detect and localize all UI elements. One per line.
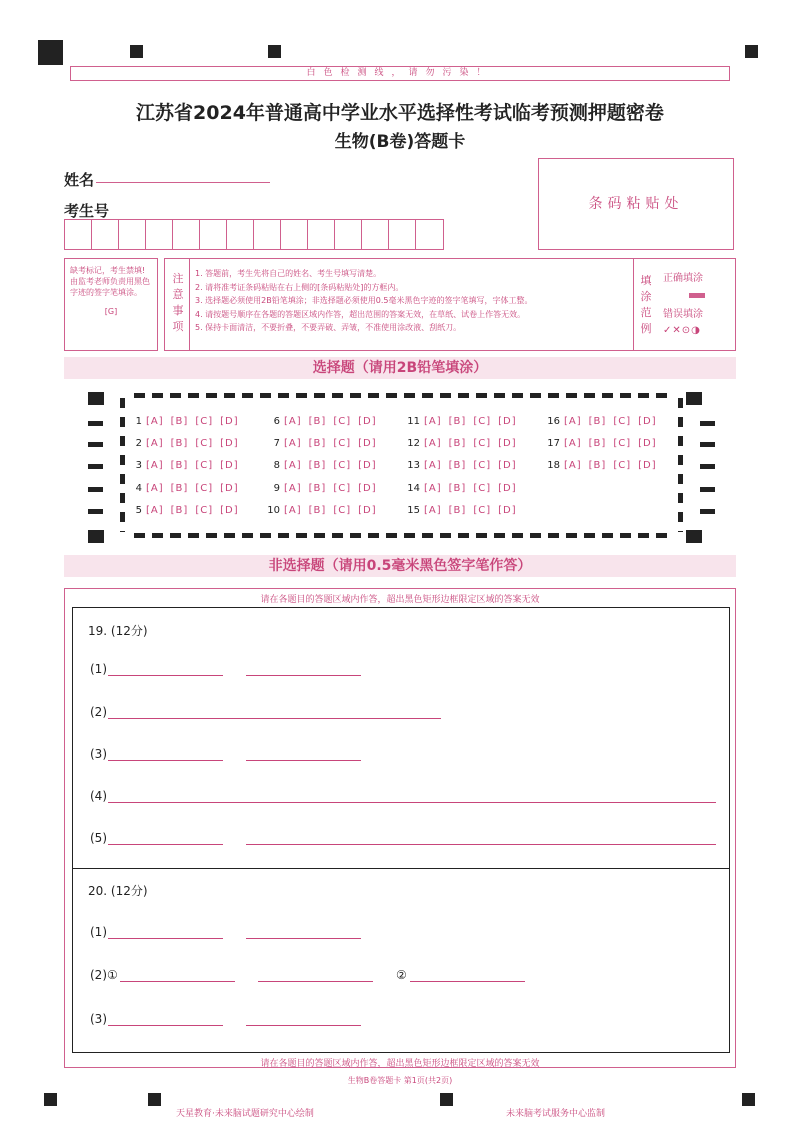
absent-mark-text: 缺考标记，考生禁填!由监考老师负责用黑色字迹的签字笔填涂。 bbox=[70, 266, 150, 297]
option-b-bubble[interactable]: [B] bbox=[308, 416, 327, 427]
choice-item[interactable] bbox=[128, 416, 246, 427]
row-mark bbox=[700, 487, 715, 492]
nonchoice-section-header: 非选择题（请用0.5毫米黑色签字笔作答） bbox=[64, 555, 736, 577]
question-20-title: 20. (12分) bbox=[88, 884, 148, 898]
side-mark bbox=[88, 392, 104, 405]
option-c-bubble[interactable]: [C] bbox=[613, 460, 632, 471]
notice-item: 2. 请将准考证条码粘贴在右上侧的[条码粘贴处]的方框内。 bbox=[195, 282, 404, 292]
option-d-bubble[interactable]: [D] bbox=[498, 438, 517, 449]
exam-id-grid[interactable] bbox=[64, 219, 444, 250]
question-number: 8 bbox=[273, 460, 280, 471]
q19-part-1-label: (1) bbox=[90, 662, 107, 676]
row-mark bbox=[88, 464, 103, 469]
option-b-bubble[interactable]: [B] bbox=[588, 416, 607, 427]
choice-item[interactable] bbox=[128, 460, 246, 471]
choice-item[interactable] bbox=[266, 505, 384, 516]
option-a-bubble[interactable]: [A] bbox=[424, 505, 442, 516]
option-b-bubble[interactable]: [B] bbox=[308, 438, 327, 449]
option-c-bubble[interactable]: [C] bbox=[333, 505, 352, 516]
choice-item[interactable] bbox=[266, 483, 384, 494]
option-a-bubble[interactable]: [A] bbox=[146, 438, 164, 449]
page-number: 生物B卷答题卡 第1页(共2页) bbox=[347, 1076, 453, 1085]
q20-part-2-label: (2)① bbox=[90, 968, 118, 982]
choice-item[interactable] bbox=[406, 460, 524, 471]
question-number: 2 bbox=[135, 438, 142, 449]
option-c-bubble[interactable]: [C] bbox=[195, 460, 214, 471]
choice-item[interactable] bbox=[266, 416, 384, 427]
name-label: 姓名 bbox=[64, 171, 95, 189]
option-b-bubble[interactable]: [B] bbox=[170, 438, 189, 449]
row-mark bbox=[88, 442, 103, 447]
option-d-bubble[interactable]: [D] bbox=[358, 505, 377, 516]
option-c-bubble[interactable]: [C] bbox=[195, 505, 214, 516]
row-mark bbox=[700, 509, 715, 514]
option-d-bubble[interactable]: [D] bbox=[220, 483, 239, 494]
option-c-bubble[interactable]: [C] bbox=[473, 460, 492, 471]
notice-items bbox=[195, 267, 625, 335]
option-b-bubble[interactable]: [B] bbox=[308, 505, 327, 516]
option-d-bubble[interactable]: [D] bbox=[220, 438, 239, 449]
option-a-bubble[interactable]: [A] bbox=[284, 460, 302, 471]
wrong-fill-example: ✓✕⊙◑ bbox=[663, 325, 701, 336]
option-d-bubble[interactable]: [D] bbox=[638, 460, 657, 471]
option-c-bubble[interactable]: [C] bbox=[473, 483, 492, 494]
option-b-bubble[interactable]: [B] bbox=[170, 483, 189, 494]
option-a-bubble[interactable]: [A] bbox=[284, 505, 302, 516]
page-title: 江苏省2024年普通高中学业水平选择性考试临考预测押题密卷 bbox=[136, 102, 664, 124]
question-number: 5 bbox=[135, 505, 142, 516]
option-c-bubble[interactable]: [C] bbox=[333, 483, 352, 494]
option-d-bubble[interactable]: [D] bbox=[358, 416, 377, 427]
option-b-bubble[interactable]: [B] bbox=[588, 438, 607, 449]
q20-part-3-line-a[interactable] bbox=[108, 1025, 223, 1026]
option-c-bubble[interactable]: [C] bbox=[195, 438, 214, 449]
option-a-bubble[interactable]: [A] bbox=[284, 438, 302, 449]
option-d-bubble[interactable]: [D] bbox=[220, 460, 239, 471]
question-number: 6 bbox=[273, 416, 280, 427]
choice-item[interactable] bbox=[546, 416, 664, 427]
q19-part-5-label: (5) bbox=[90, 831, 107, 845]
option-a-bubble[interactable]: [A] bbox=[146, 483, 164, 494]
side-mark bbox=[686, 392, 702, 405]
q20-part-1-line-a[interactable] bbox=[108, 938, 223, 939]
name-input-line[interactable] bbox=[96, 182, 270, 183]
option-b-bubble[interactable]: [B] bbox=[170, 416, 189, 427]
footer-right: 未来脑考试服务中心监制 bbox=[506, 1109, 606, 1119]
option-a-bubble[interactable]: [A] bbox=[146, 505, 164, 516]
choice-item[interactable] bbox=[546, 438, 664, 449]
q20-part-2b-line[interactable] bbox=[410, 981, 525, 982]
q19-part-1-line-a[interactable] bbox=[108, 675, 223, 676]
option-a-bubble[interactable]: [A] bbox=[284, 416, 302, 427]
correct-fill-example bbox=[689, 293, 705, 298]
choice-item[interactable] bbox=[406, 505, 524, 516]
answer-area-note-top: 请在各题目的答题区域内作答，超出黑色矩形边框限定区域的答案无效 bbox=[260, 595, 540, 605]
option-c-bubble[interactable]: [C] bbox=[613, 416, 632, 427]
corner-mark bbox=[38, 40, 63, 65]
option-a-bubble[interactable]: [A] bbox=[564, 438, 582, 449]
notice-item: 5. 保持卡面清洁，不要折叠，不要弄破、弄皱，不准使用涂改液、刮纸刀。 bbox=[195, 323, 462, 332]
bubble-frame-right bbox=[678, 398, 683, 532]
option-a-bubble[interactable]: [A] bbox=[284, 483, 302, 494]
question-number: 4 bbox=[135, 483, 142, 494]
bubble-frame-top bbox=[134, 393, 670, 398]
notice-item: 3. 选择题必须使用2B铅笔填涂；非选择题必须使用0.5毫米黑色字迹的签字笔填写，字体工整。 bbox=[195, 296, 533, 305]
row-mark bbox=[88, 487, 103, 492]
option-b-bubble[interactable]: [B] bbox=[448, 416, 467, 427]
correct-fill-label: 正确填涂 bbox=[663, 273, 703, 284]
q20-part-1-label: (1) bbox=[90, 925, 107, 939]
q19-part-3-line-a[interactable] bbox=[108, 760, 223, 761]
option-b-bubble[interactable]: [B] bbox=[308, 483, 327, 494]
option-b-bubble[interactable]: [B] bbox=[448, 483, 467, 494]
question-number: 11 bbox=[407, 416, 420, 427]
timing-mark bbox=[268, 45, 281, 58]
option-c-bubble[interactable]: [C] bbox=[195, 483, 214, 494]
timing-mark bbox=[44, 1093, 57, 1106]
q19-part-4-line[interactable] bbox=[108, 802, 716, 803]
row-mark bbox=[700, 421, 715, 426]
option-c-bubble[interactable]: [C] bbox=[195, 416, 214, 427]
q20-part-3-label: (3) bbox=[90, 1012, 107, 1026]
bubble-frame-bottom bbox=[134, 533, 670, 538]
barcode-area: 条码粘贴处 bbox=[538, 158, 734, 250]
option-d-bubble[interactable]: [D] bbox=[358, 483, 377, 494]
side-mark bbox=[686, 530, 702, 543]
absent-mark-box bbox=[64, 258, 158, 351]
choice-item[interactable] bbox=[128, 505, 246, 516]
option-c-bubble[interactable]: [C] bbox=[473, 416, 492, 427]
question-number: 10 bbox=[267, 505, 280, 516]
question-number: 12 bbox=[407, 438, 420, 449]
question-number: 15 bbox=[407, 505, 420, 516]
option-b-bubble[interactable]: [B] bbox=[448, 438, 467, 449]
option-b-bubble[interactable]: [B] bbox=[448, 460, 467, 471]
question-number: 9 bbox=[273, 483, 280, 494]
option-a-bubble[interactable]: [A] bbox=[424, 438, 442, 449]
row-mark bbox=[88, 421, 103, 426]
q19-part-3-line-b[interactable] bbox=[246, 760, 361, 761]
timing-mark bbox=[130, 45, 143, 58]
question-number: 1 bbox=[135, 416, 142, 427]
option-a-bubble[interactable]: [A] bbox=[564, 416, 582, 427]
q19-part-3-label: (3) bbox=[90, 747, 107, 761]
option-d-bubble[interactable]: [D] bbox=[498, 505, 517, 516]
question-number: 13 bbox=[407, 460, 420, 471]
option-d-bubble[interactable]: [D] bbox=[498, 460, 517, 471]
timing-mark bbox=[745, 45, 758, 58]
option-c-bubble[interactable]: [C] bbox=[333, 460, 352, 471]
question-19-title: 19. (12分) bbox=[88, 624, 148, 638]
footer-left: 天星教育·未来脑试题研究中心绘制 bbox=[176, 1109, 314, 1119]
option-d-bubble[interactable]: [D] bbox=[498, 416, 517, 427]
notice-box bbox=[164, 258, 736, 351]
option-a-bubble[interactable]: [A] bbox=[564, 460, 582, 471]
choice-section-header: 选择题（请用2B铅笔填涂） bbox=[64, 357, 736, 379]
q20-part-2b-label: ② bbox=[396, 968, 407, 982]
q19-part-5-line-b[interactable] bbox=[246, 844, 716, 845]
question-number: 17 bbox=[547, 438, 560, 449]
option-c-bubble[interactable]: [C] bbox=[473, 505, 492, 516]
question-number: 18 bbox=[547, 460, 560, 471]
option-d-bubble[interactable]: [D] bbox=[220, 505, 239, 516]
option-b-bubble[interactable]: [B] bbox=[170, 505, 189, 516]
option-a-bubble[interactable]: [A] bbox=[424, 483, 442, 494]
q19-part-1-line-b[interactable] bbox=[246, 675, 361, 676]
question-number: 7 bbox=[273, 438, 280, 449]
option-a-bubble[interactable]: [A] bbox=[146, 460, 164, 471]
absent-mark-code[interactable]: [G] bbox=[104, 307, 118, 316]
row-mark bbox=[88, 509, 103, 514]
option-a-bubble[interactable]: [A] bbox=[424, 416, 442, 427]
option-d-bubble[interactable]: [D] bbox=[358, 460, 377, 471]
wrong-fill-label: 错误填涂 bbox=[663, 309, 703, 320]
option-a-bubble[interactable]: [A] bbox=[146, 416, 164, 427]
q20-part-2-line-a[interactable] bbox=[120, 981, 235, 982]
option-b-bubble[interactable]: [B] bbox=[588, 460, 607, 471]
side-mark bbox=[88, 530, 104, 543]
choice-item[interactable] bbox=[406, 416, 524, 427]
page-subtitle: 生物(B卷)答题卡 bbox=[334, 132, 466, 152]
choice-item[interactable] bbox=[128, 438, 246, 449]
choice-item[interactable] bbox=[266, 438, 384, 449]
timing-mark bbox=[440, 1093, 453, 1106]
option-c-bubble[interactable]: [C] bbox=[613, 438, 632, 449]
option-d-bubble[interactable]: [D] bbox=[220, 416, 239, 427]
choice-item[interactable] bbox=[546, 460, 664, 471]
q19-part-5-line-a[interactable] bbox=[108, 844, 223, 845]
q20-part-3-line-b[interactable] bbox=[246, 1025, 361, 1026]
q20-part-1-line-b[interactable] bbox=[246, 938, 361, 939]
q19-part-4-label: (4) bbox=[90, 789, 107, 803]
option-b-bubble[interactable]: [B] bbox=[170, 460, 189, 471]
option-d-bubble[interactable]: [D] bbox=[638, 416, 657, 427]
question-number: 16 bbox=[547, 416, 560, 427]
q19-part-2-label: (2) bbox=[90, 705, 107, 719]
fill-example-heading: 填涂范例 bbox=[640, 274, 652, 335]
q19-part-2-line[interactable] bbox=[108, 718, 441, 719]
detection-strip: 白色检测线，请勿污染！ bbox=[70, 66, 730, 81]
row-mark bbox=[700, 464, 715, 469]
option-d-bubble[interactable]: [D] bbox=[498, 483, 517, 494]
option-c-bubble[interactable]: [C] bbox=[333, 438, 352, 449]
q20-part-2-line-b[interactable] bbox=[258, 981, 373, 982]
choice-item[interactable] bbox=[406, 483, 524, 494]
row-mark bbox=[700, 442, 715, 447]
choice-item[interactable] bbox=[266, 460, 384, 471]
question-19-box[interactable] bbox=[72, 607, 730, 869]
option-d-bubble[interactable]: [D] bbox=[358, 438, 377, 449]
option-d-bubble[interactable]: [D] bbox=[638, 438, 657, 449]
choice-item[interactable] bbox=[406, 438, 524, 449]
option-c-bubble[interactable]: [C] bbox=[333, 416, 352, 427]
option-b-bubble[interactable]: [B] bbox=[308, 460, 327, 471]
question-number: 14 bbox=[407, 483, 420, 494]
notice-item: 1. 答题前，考生先将自己的姓名、考生号填写清楚。 bbox=[195, 269, 382, 278]
notice-item: 4. 请按题号顺序在各题的答题区域内作答，超出范围的答案无效，在草纸、试卷上作答无效。 bbox=[195, 309, 526, 319]
bubble-frame-left bbox=[120, 398, 125, 532]
timing-mark bbox=[742, 1093, 755, 1106]
notice-heading: 注意事项 bbox=[172, 272, 184, 333]
option-a-bubble[interactable]: [A] bbox=[424, 460, 442, 471]
exam-id-label: 考生号 bbox=[64, 202, 110, 220]
option-b-bubble[interactable]: [B] bbox=[448, 505, 467, 516]
answer-area-note-bottom: 请在各题目的答题区域内作答，超出黑色矩形边框限定区域的答案无效 bbox=[260, 1059, 540, 1069]
timing-mark bbox=[148, 1093, 161, 1106]
choice-item[interactable] bbox=[128, 483, 246, 494]
option-c-bubble[interactable]: [C] bbox=[473, 438, 492, 449]
question-number: 3 bbox=[135, 460, 142, 471]
